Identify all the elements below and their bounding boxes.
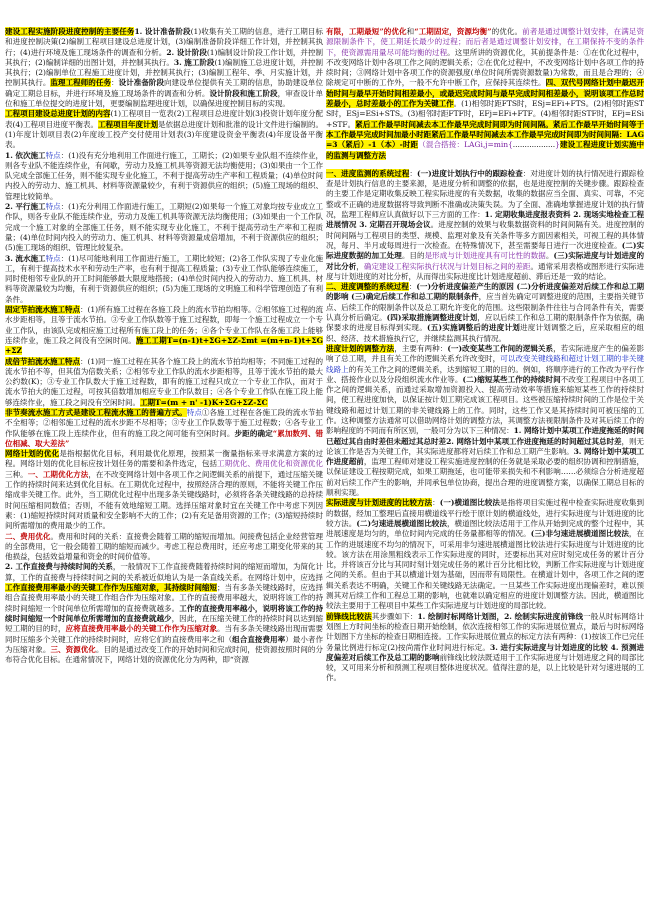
text-segment: 前锋线比较法既适用于工作实际进度与计划进度之间的局部比较，又可用来分析和预测工程项目整体进度状况。值得注意的是，以上比较是针对匀速进展的工作。 bbox=[326, 652, 644, 683]
text-segment: ：对进度计划的执行情况进行跟踪检查是计划执行信息的主要来源，是进度分析和调整的依据，也是进度控制的关键步骤 bbox=[326, 168, 644, 189]
text-segment: 设计准备阶段 bbox=[118, 78, 165, 88]
text-segment: ①各施工过程在各施工段的流水节拍不全相等；②相邻施工过程的流水步距不尽相等；③专业工作队数等于施工过程数；④各专业工作队能够在施工段上连续作业，但有的施工段之间可能有空闲时间。 bbox=[5, 407, 323, 438]
text-segment: 2. 设计阶段 bbox=[166, 47, 207, 57]
text-segment: ：(1)没有充分地利用工作面进行施工，工期长；(2)如果专业队组不连续作业，则各专业队不能连续作业，有间歇，劳动力及施工机具等资源无法均衡使用；(3)如果由一个工作队完成全部施工任务，则不能实现专业化施工，不利于提高劳动生产率和工程质量；(4)单位时间内投入的劳动力、施工机具、材料等资源量较少，有利于资源供应的组织；(5)施工现场的组织、管理比较简单。 bbox=[5, 150, 323, 201]
text-segment: 2. 网络计划中某项工作进度拖延的时间超过其总时差 bbox=[446, 436, 622, 446]
text-segment: ，在工作的进展速度不均匀的情况下，可采用非匀速进展横道图比较法进行实际进度与计划进度的比较。该方法在用涂黑粗线表示工作实际进度的同时，还要标出其对应时刻完成任务的累计百分比，并将该百分比与其同时刻计划完成任务的累计百分比相比较，判断工作实际进度与计划进度之间的关系。但由于其以横道计划为基础，因而带有局限性。在横道计划中，各项工作之间的逻辑关系表达不明确，关键工作和关键线路无法确定。一旦某些工作实际进度出现偏差时，难以预测其对后续工作和工程总工期的影响，也就难以确定相应的进度计划调整方法。因此，横道图比较法主要用于工程项目中某些工作实际进度与计划进度的局部比较。 bbox=[326, 529, 644, 611]
text-segment: (1)编制施工总进度计划，并控制其执行；(2)编制单位工程施工进度计划，并控制其执行；(3)编制工程年、季、月实施计划，并控制其执行。 bbox=[5, 57, 323, 88]
text-segment: 二、进度调整的系统过程 bbox=[326, 282, 409, 292]
text-segment: 是依据总进度计划和批准的设计文件进行编制的。(1)年度计划项目表(2)年度竣工投产交付使用计划表(3)年度建设资金平衡表(4)年度设备平衡表。 bbox=[5, 119, 323, 150]
right-para-3 bbox=[326, 282, 644, 344]
text-segment: 紧后工作最早时间减去本工作最早完成时间即为时间间隔：LAG=3（紧后）-1（本）-时距 bbox=[326, 129, 644, 150]
text-segment: 四、双代号网络计划中最迟开始时间与最早开始时间相差最小，或最迟完成时间与最早完成时间相差最小，说明该项工作总时差最小，总时差最小的工作为关键工作 bbox=[326, 78, 644, 109]
text-segment: ，则无论该工作是否为关键工作，其实际进度都将对后续工作和总工期产生影响。 bbox=[326, 436, 644, 456]
text-segment: 特点 bbox=[45, 202, 61, 212]
text-segment: 一、进度监测的系统过程 bbox=[326, 168, 410, 178]
text-segment: ，监理工程师对建设工程实施进度控制的任务就是采取必要的组织协调和控制措施，以保证建设工程按期完成，如果工期拖延，也可能带来损失和不利影响……必须综合分析进度超前对后续工作产生的影响，并同承包单位协商，提出合理的进度调整方案，以确保工期总目标的顺利实现。 bbox=[326, 457, 644, 498]
text-segment: (一)横道图比较法 bbox=[439, 498, 501, 508]
text-segment: =ES bbox=[359, 109, 377, 119]
text-segment: 1. 定期收集进度报表资料 2. 现场实地检查工程进展情况 3. 定期召开现场会议 bbox=[326, 210, 644, 230]
text-segment: 进度计划的调整方法 bbox=[326, 343, 395, 353]
left-para-3 bbox=[5, 151, 323, 202]
text-segment: 特点 bbox=[45, 253, 61, 263]
text-segment: 1. 设计准备阶段 bbox=[134, 27, 191, 36]
text-segment: (四)采取措施调整进度计划 bbox=[386, 313, 478, 323]
text-segment: +STF。 bbox=[326, 119, 356, 129]
text-segment: i bbox=[376, 109, 379, 119]
text-segment: =ES bbox=[624, 109, 642, 119]
text-segment: ：(1)同一施工过程在其各个施工段上的流水节拍均相等；不同施工过程的流水节拍不等，但其值为倍数关系；②相邻专业工作队的流水步距相等，且等于流水节拍的最大公约数(K)；③专业工作队数大于施工过程数，即有的施工过程只成立一个专业工作队，而对于流水节拍大的施工过程，可按其倍数增加相应专业工作队数目；④各个专业工作队在施工段上能够连续作业，施工段之间没有空闲时间。 bbox=[5, 356, 323, 407]
text-segment: 建设工程实施阶段进度控制的主要任务 bbox=[5, 27, 135, 36]
text-segment: 设计阶段和施工阶段 bbox=[209, 88, 278, 98]
text-segment: 工作直接费用率最小的关键工作作为压缩对象，其持续时间缩短 bbox=[5, 583, 218, 593]
text-segment: 是指将项目实施过程中检查实际进度收集到的数据，经加工整理后直接用横道线平行绘于原计划的横道线处，进行实际进度与计划进度的比较方法。 bbox=[326, 498, 644, 528]
text-segment: (三)实际进度与计划进度的对比分析 bbox=[326, 251, 644, 271]
text-segment: ）最小者作为压缩对象。 bbox=[5, 634, 323, 654]
text-segment: ，因此，在压缩关键工作的持续时间以达到缩短工期的目的时， bbox=[5, 613, 323, 634]
text-segment: 监理工程师的任务 bbox=[50, 78, 112, 88]
text-segment: 工程项目年度计划 bbox=[98, 119, 159, 129]
text-segment: ：(1)尽可能地利用工作面进行施工，工期比较短；(2)各工作队实现了专业化施工，有利于提高技术水平和劳动生产率，也有利于提高工程质量；(3)专业工作队能够连续施工，同时使相邻专业队的开工时间能够最大限度地搭接；(4)单位时间内投入的劳动力、施工机具、材料等资源量较为均衡，有利于资源供应的组织；(5)为施工现场的文明施工和科学管理创造了有利条件。 bbox=[5, 253, 323, 304]
text-segment: 工程项目建设总进度计划的内容 bbox=[5, 109, 111, 119]
text-segment: } bbox=[555, 140, 560, 150]
text-segment: 一、工期优化方法 bbox=[27, 469, 89, 479]
text-segment: i bbox=[508, 109, 512, 119]
text-segment: (1)工程项目一览表(2)工程项目总进度计划(3)投资计划年度分配表(4)工程项目进度平衡表。 bbox=[5, 109, 323, 129]
text-segment: 进度计划调整之后，应采取相应的组织、经济、技术措施执行它，并继续监测其执行情况。 bbox=[326, 323, 644, 343]
right-para-4 bbox=[326, 344, 644, 498]
text-segment: “累加数列、错位相减、取大差法” bbox=[5, 428, 323, 448]
text-segment: 。目的是通过改变工作的开始时间和完成时间，使资源按照时间的分布符合优化目标。在通常情况下，网络计划的资源优化分为两种，即“资源 bbox=[5, 644, 323, 665]
text-segment: 的有关工作之间的逻辑关系，达到缩短工期的目的。例如，将顺序进行的工作改为平行作业、搭接作业以及分段组织流水作业等。 bbox=[326, 364, 644, 384]
spacer bbox=[326, 161, 644, 169]
text-segment: 。这里所讲的资源优化，其前提条件是：①在优化过程中，不改变网络计划中各项工作之间的逻辑关系；②在优化过程中，不改变网络计划中各项工作的持续时间；③网络计划中各项工作的资源强度(单位时间所需资源数量)为常数，而且是合理的；④除规定可中断的工作外，一般不允许中断工作，应保持其连续性。 bbox=[326, 47, 644, 88]
text-segment: ：(1)充分利用工作面进行施工，工期短(2)如果每一个施工对象均按专业成立工作队，则各专业队不能连续作业，劳动力及施工机具等资源无法均衡使用；(3)如果由一个工作队完成一个施工对象的全部施工任务，则不能实现专业化施工，不利于提高劳动生产率和工程质量；(4)单位时间内投入的劳动力、施工机具、材料等资源量成倍增加，不利于资源供应的组织；(5)施工现场的组织、管理比较复杂。 bbox=[5, 202, 323, 253]
text-segment: 确定建设工程实际执行状况与计划目标之间的差距 bbox=[363, 261, 531, 271]
text-segment: i,j bbox=[480, 140, 488, 150]
left-para-8 bbox=[5, 408, 323, 449]
text-segment: j bbox=[622, 109, 625, 119]
text-segment: 。跟踪检查的主要工作是定期收集反映工程实际进度的有关数据，收集的数据应当全面、真实、可靠，不完整或不正确的进度数据将导致判断不准确或决策失误。为了全面、准确地掌握进度计划的执行情况，监理工程师应认真做好以下三方面的工作： bbox=[326, 179, 644, 220]
text-segment: 。通常采用表格或图形进行实际进度与计划进度的对比分析，从而得出实际进度比计划进度超前、滞后还是一致的结论。 bbox=[326, 261, 644, 281]
text-segment: (一)改变某些工作间的逻辑关系 bbox=[447, 343, 554, 353]
text-segment: ： bbox=[408, 282, 417, 292]
text-segment: ：(1)所有施工过程在各施工段上的流水节拍均相等。②相邻施工过程的流水步距相等，且等于流水节拍。③专业工作队数等于施工过程数，即每一个施工过程成立一个专业工作队，由该队完成相应施工过程所有施工段上的任务；④各个专业工作队在各施工段上能够连续作业，施工段之间没有空闲时间。 bbox=[5, 305, 323, 345]
text-segment: ，主要有两种： bbox=[394, 343, 448, 353]
text-segment: 。费用和时间的关系：直接费会随着工期的缩短而增加。间接费包括企业经营管理的全部费用，它一般会随着工期的缩短而减少。考虑工程总费用时，还应考虑工期变化带来的其他损益，包括效益增量和资金的时间价值等。 bbox=[5, 531, 323, 562]
left-para-7 bbox=[5, 357, 323, 408]
text-segment: 建设工程进度计划实施中的监测与调整方法 bbox=[326, 140, 644, 160]
text-segment: 工期优化、费用优化和资源优化 bbox=[217, 459, 323, 469]
text-segment: 固定节拍流水施工特点 bbox=[5, 305, 80, 315]
right-para-2 bbox=[326, 169, 644, 282]
text-segment: (五)实施调整后的进度计划 bbox=[426, 323, 520, 333]
left-para-9 bbox=[5, 449, 323, 531]
text-segment: 2. 工作直接费与持续时间的关系 bbox=[5, 562, 113, 572]
text-segment: 实际进度与计划进度的比较方法 bbox=[326, 498, 433, 508]
text-segment: (三)非匀速进展横道图比较法 bbox=[530, 529, 629, 539]
text-segment: 。 bbox=[545, 251, 554, 261]
text-segment: ，在不改变网络计划中各项工作之间逻辑关系的前提下，通过压缩关键工作的持续时间来达到优化目标。在工期优化过程中，按照经济合理的原则，不能将关键工作压缩成非关键工作。此外，当工期优化过程中出现多条关键线路时，必须将各条关键线路的总持续时间压缩相同数值；否则，不能有效地缩短工期。选择压缩对象时宜在关键工作中考虑下列因素：(1)缩短持续时间对质量和安全影响不大的工作；(2)有充足备用资源的工作；(3)缩短持续时间所需增加的费用最少的工作。 bbox=[5, 469, 323, 531]
text-segment: ，审查设计单位和施工单位提交的进度计划，更要编制监理进度计划，以确保进度控制目标的实现。 bbox=[5, 88, 323, 109]
left-para-6 bbox=[5, 305, 323, 356]
text-segment: 前者是通过调整计划安排，在满足资源限制条件下，使工期延长最少的过程；而后者是通过调整计划安排，在工期保持不变的条件下，使资源需用量尽可能均衡的过程 bbox=[326, 27, 644, 57]
text-segment: ： bbox=[111, 78, 119, 88]
text-segment: 紧后工作最早时间减去本工作最早完成时间即为时间间隔。紧后工作最早开始时间等于本工作最早完成时间加最小时距 bbox=[326, 119, 644, 139]
text-segment: 三、资源优化 bbox=[50, 644, 96, 654]
text-segment: 的优化。 bbox=[491, 27, 523, 36]
text-segment: +FTS。(2)相邻时距STS时，ES bbox=[326, 99, 644, 119]
text-segment: ，一般情况下工作直接费随着持续时间的缩短而增加，为简化计算，工作的直接费与持续时间之间的关系被近似地认为是一条直线关系。在网络计划中，应选择 bbox=[5, 562, 323, 582]
text-segment: ： bbox=[432, 498, 440, 508]
right-para-6 bbox=[326, 612, 644, 684]
text-segment: 前锋线比较法 bbox=[326, 611, 372, 621]
text-segment: 1. 绘制时标网络计划图，2. 绘制实际进度前锋线 bbox=[417, 611, 584, 621]
left-para-11 bbox=[5, 562, 323, 665]
text-segment: 可以改变关键线路和超过计划工期的非关键线路上 bbox=[326, 354, 644, 374]
text-segment: 和 bbox=[406, 27, 415, 36]
text-segment: 。目的 bbox=[401, 251, 425, 261]
text-segment: =EF bbox=[491, 109, 509, 119]
text-segment: ： bbox=[409, 168, 417, 178]
text-segment: 网络计划的优化 bbox=[5, 449, 60, 459]
text-segment: 一般从时标网络计划图上方时间坐标的检查日期开始绘制，依次连接相邻工作的实际进展位置点，最后与时标网络计划图下方坐标的检查日期相连接。工作实际进展位置点的标定方法有两种：(1)按该工作已完任务量比例进行标定(2)按尚需作业时间进行标定。 bbox=[326, 611, 644, 652]
text-segment: 施工工期T=(n-1)t+ΣG+ΣZ-Σmt =(m+n-1)t+ΣG+ΣZ bbox=[5, 335, 323, 356]
text-segment: (1)收集有关工期的信息，进行工期目标和进度控制决策(2)编制工程项目建设总进度计划，(3)编制准备阶段详细工作计划，并控制其执行；(4)进行环境及施工现场条件的调查和分析。 bbox=[5, 27, 323, 57]
text-segment: 特点 bbox=[186, 407, 202, 417]
text-segment: 2. 平行施工 bbox=[5, 202, 46, 212]
text-segment: 向建设单位提供有关工期的信息，协助建设单位确定工期总目标，并进行环境及施工现场条件的调查和分析。 bbox=[5, 78, 323, 98]
right-column bbox=[326, 27, 644, 916]
text-segment: 。当有多条关键线路出现而需要同时压缩多个关键工作的持续时间时，应将它们的直接费用率之和（ bbox=[5, 624, 323, 644]
text-segment: 成倍节拍流水施工特点 bbox=[5, 356, 80, 366]
text-segment: ，横道图比较法适用于工作从开始到完成的整个过程中，其进展速度是均匀的，单位时间内完成的任务量都相等的情况。 bbox=[326, 518, 644, 539]
text-segment: 其步骤如下： bbox=[371, 611, 418, 621]
right-para-5 bbox=[326, 498, 644, 611]
text-segment: j bbox=[489, 109, 492, 119]
text-segment: 是形成与计划进度具有可比性的数据 bbox=[424, 251, 546, 261]
text-segment: .................. bbox=[512, 140, 556, 150]
text-segment: 非节奏流水施工方式是建设工程流水施工的普遍方式。 bbox=[5, 407, 187, 417]
text-segment: =EF bbox=[544, 99, 562, 109]
text-segment: 3. 网络计划中某项工作进度超前 bbox=[326, 446, 644, 467]
left-para-1 bbox=[5, 27, 323, 109]
text-segment: 工期T=(m + n' -1)K+ΣG+ΣZ-ΣC bbox=[139, 397, 268, 407]
text-segment: 。进度控制的效果与收集数据资料的时间间隔有关。进度控制的时间间隔与工程项目的类型、规模、监理对象及有关条件等多方面因素相关，可视工程的具体情况，每月、半月或每周进行一次检查。在特殊情况下，甚至需要每日进行一次进度检查。 bbox=[326, 220, 644, 250]
left-para-10 bbox=[5, 532, 323, 563]
text-segment: j bbox=[356, 109, 360, 119]
text-segment: 工作的直接费用率越小，说明将该工作的持续时间缩短一个时间单位所需增加的直接费就越少 bbox=[5, 603, 323, 623]
text-segment: i bbox=[561, 99, 565, 109]
text-segment: ，应以后续工作和总工期的限制条件作为依据，确保要求的进度目标得到实现。 bbox=[326, 313, 644, 333]
text-segment: i bbox=[641, 109, 644, 119]
left-para-4 bbox=[5, 202, 323, 253]
text-segment: 3. 施工阶段 bbox=[173, 57, 215, 67]
text-segment: 1. 网络计划中某项工作进度拖延的时间已超过其自由时差但未超过其总时差 bbox=[326, 426, 644, 446]
text-segment: +STS。(3)相邻时距FTF时，EF bbox=[378, 109, 490, 119]
text-segment: 1. 依次施工 bbox=[5, 150, 46, 160]
text-segment: 三种。 bbox=[5, 469, 28, 479]
text-segment: 步距的确定 bbox=[234, 428, 273, 438]
left-para-5 bbox=[5, 254, 323, 305]
text-segment: ，若实际进度产生的偏差影响了总工期，并且有关工作的逻辑关系允许改变时， bbox=[326, 343, 644, 364]
text-segment: 特点 bbox=[45, 150, 61, 160]
text-segment: (1)编制设计阶段工作计划，并控制其执行；(2)编制详细的出图计划，并控制其执行。 bbox=[5, 47, 323, 67]
text-segment: ， bbox=[356, 261, 364, 271]
text-segment: ；当有多条关键线路时，应选择组合直接费用率最小的关键工作组合作为压缩对象。工作的直接费用率越大，说明将该工作的持续时间缩短一个时间单位所需增加的直接费就越多。 bbox=[5, 583, 323, 613]
text-segment: 二、费用优化 bbox=[5, 531, 51, 541]
text-segment: 。(1)相邻时距FTS时，ES bbox=[453, 99, 543, 109]
text-segment: =min{ bbox=[487, 140, 513, 150]
text-segment: 有限，工期最短”的优化 bbox=[326, 27, 407, 36]
text-segment: (二)实际进度数据的加工处理 bbox=[326, 240, 644, 261]
text-segment: (一)分析进度偏差产生的原因 (二)分析进度偏差对后续工作和总工期的影响 (三)确定后续工作和总工期的限制条件 bbox=[326, 282, 644, 302]
text-segment: 应将直接费用率最小的关键工作作为压缩对象 bbox=[65, 624, 218, 634]
text-segment: 3. 进行实际进度与计划进度的比较 4. 预测进度偏差对后续工作及总工期的影响 bbox=[326, 642, 644, 662]
text-segment: 组合直接费用率 bbox=[232, 634, 286, 644]
text-segment: 3. 流水施工 bbox=[5, 253, 46, 263]
text-segment: 是指根据优化目标，利用最优化原理，按照某一衡量指标来寻求满意方案的过程。网络计划的优化目标应按计划任务的需要和条件选定，包括 bbox=[5, 449, 323, 469]
text-segment: (二)匀速进展横道图比较法 bbox=[356, 518, 447, 528]
text-segment: 不改变工程项目中各项工作之间的逻辑关系，而通过采取增加资源投入、提高劳动效率等措施来缩短某些工作的持续时间，使工程进度加快，以保证按计划工期完成该工程项目。这些被压缩持续时间的工作是位于关键线路和超过计划工期的非关键线路上的工作。同时，这些工作又是其持续时间可被压缩的工作。这种调整方法通常可以借助网络计划的调整方法，其调整方法视限制条件及对其后续工作的影响程度的不同而有所区别，一般可分为以下三种情况： bbox=[326, 374, 644, 436]
text-segment: ，应当首先确定可调整进度的范围，主要指关键节点、后续工作的限制条件以及总工期允许变化的范围。这些限制条件往往与合同条件有关，需要认真分析后确定。 bbox=[326, 292, 644, 323]
text-segment: j bbox=[542, 99, 545, 109]
text-segment: +FTF。(4)相邻时距STF时，EF bbox=[511, 109, 623, 119]
text-segment: “工期固定，资源均衡” bbox=[414, 27, 492, 36]
text-segment: (一)进度计划执行中的跟踪检查 bbox=[417, 168, 523, 178]
right-para-1 bbox=[326, 27, 644, 161]
left-para-2 bbox=[5, 109, 323, 150]
text-segment: （混合搭接：LAG bbox=[418, 140, 481, 150]
left-column bbox=[5, 27, 323, 916]
text-segment: (二)缩短某些工作的持续时间 bbox=[462, 374, 561, 384]
